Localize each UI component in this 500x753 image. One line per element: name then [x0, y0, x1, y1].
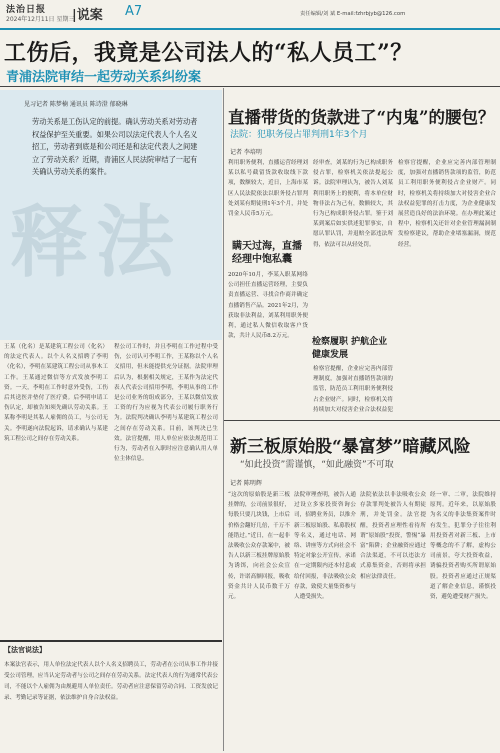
story2-headline: 直播带货的货款进了“内鬼”的腰包？: [228, 108, 495, 127]
story3-col4: 经一审、二审，法院维持原判。近年来，以原始股为名义的非法集资案件时有发生，犯罪分子往往利用投资者对新三板、上市等概念的不了解，虚构公司前景，夸大投资收益，诱骗投资者购买所谓原始股。投资者应通过正规渠道了解企业信息，谨慎投资，避免遭受财产损失。: [430, 492, 496, 601]
story2-col2b: 检察官提醒，企业应完善内部管理制度，加强对直播销售款项的监管，防范员工利用职务便利侵占企业财产。同时，检察机关将持续加大对侵害企业合法权益犯: [313, 366, 393, 412]
divider-story3: [224, 420, 500, 421]
section-name: |说案: [72, 8, 103, 23]
story3-subhead: “如此投资”需谨慎，“如此融资”不可取: [240, 460, 394, 470]
divider: [0, 86, 500, 87]
story2-byline: 记者 李培明: [230, 149, 262, 156]
story3-byline: 记者 陈明辉: [230, 480, 262, 487]
story2-subhead: 法院：犯职务侵占罪判刑1年3个月: [230, 130, 368, 140]
story3-col2: 法院审理查明，被告人通过设立多家投资咨询公司，招聘业务员，以推介新三板原始股、私募股权等名义，通过电话、网络、讲座等方式向社会不特定对象公开宣传，承诺在一定期限内还本付息或给付回报，非法吸收公众存款，致使大量集资参与人遭受损失。: [294, 492, 356, 601]
page-number: A7: [125, 4, 143, 19]
story2-col1b: 2020年10月，李某入职某网络公司担任直播运营经理，主要负责直播运营、寻找合作商并确定直播销售产品。2021年2月，为获取非法利益，刘某利用职务便利，通过私人微信收取客户货款，共计人民币8.2万元。: [228, 272, 308, 340]
story2-col2: 经审查，刘某的行为已构成职务侵占罪，检察机关依法提起公诉。法院审理认为，被告人刘某利用职务上的便利，将本单位财物非法占为己有，数额较大，其行为已构成职务侵占罪。鉴于刘某到案后如实供述犯罪事实，自愿认罪认罚，并退赔全部违法所得，依法可以从轻处罚。: [313, 160, 393, 248]
main-body-col2: 程公司工作时，并且李明在工作过程中受伤，公司认可李明工作，王某称以个人名义招用，但未能提供充分证据。法院审理后认为，根据相关规定，王某作为法定代表人代表公司招用李明，李明从事的工作是公司业务的组成部分，王某以微信发放工资的行为应视为代表公司履行职务行为。法院判决确认李明与某建筑工程公司之间存在劳动关系。目前，该判决已生效。法官提醒，用人单位应依法规范用工行为，劳动者在入职时应注意确认用人单位主体信息。: [114, 344, 218, 463]
main-body-col1: 王某（化名）是某建筑工程公司（化名）的法定代表人。以个人名义招聘了李明（化名），李明在某建筑工程公司从事木工工作。王某通过微信等方式发放李明工资。一天，李明在工作时意外受伤，工伤后其送医并垫付了医疗费。后李明申请工伤认定，却被告知须先确认劳动关系。王某称李明是其私人雇佣的员工，与公司无关。李明遂向法院起诉，请求确认与某建筑工程公司之间存在劳动关系。: [4, 344, 108, 442]
story2-col3: 检察官提醒，企业应完善内部管理制度，加强对直播销售款项的监管，防范员工利用职务便利侵占企业财产。同时，检察机关将持续加大对侵害企业合法权益犯罪的打击力度，为企业健康发展营造良好的法治环境。在办理此案过程中，检察机关还针对企业管理漏洞制发检察建议，帮助企业堵塞漏洞，规范经营。: [398, 160, 496, 248]
main-headline: 工伤后，我竟是公司法人的“私人员工”？: [4, 40, 413, 66]
story2-section-title: 瞒天过海，直播经理中饱私囊: [232, 241, 302, 265]
story2-col1: 利用职务便利，直播运营经理刘某以私号截留货款收取线下款项，数额较大，近日，上海市某区人民法院依法以职务侵占罪判处刘某有期徒刑1年3个月，并处罚金人民币5万元。: [228, 160, 308, 218]
watermark-text: 释法: [10, 197, 183, 288]
law-text: 本案法官表示，用人单位法定代表人以个人名义招聘员工，劳动者在公司从事工作并接受公司管理，应当认定劳动者与公司之间存在劳动关系。法定代表人的行为通常代表公司，不能以个人雇佣为由规避用人单位责任。劳动者应注意保留劳动合同、工资发放记录、考勤记录等证据，依法维护自身合法权益。: [4, 662, 218, 701]
paper-date: 2024年12月11日 星期三: [6, 16, 75, 23]
law-title: 【法官说法】: [4, 646, 46, 654]
editor-line: 责任编辑/刘 斌 E-mail:fzhrbjyb@126.com: [300, 11, 406, 17]
main-intro: 劳动关系是工伤认定的前提。确认劳动关系对劳动者权益保护至关重要。如果公司以法定代表人个人名义招工，劳动者到底是和公司还是和法定代表人之间建立了劳动关系？近期，青浦区人民法院审结了一起有关确认劳动关系的案件。: [32, 117, 198, 177]
story2-section-title2: 检察履职 护航企业健康发展: [312, 337, 388, 360]
paper-name: 法治日报: [6, 5, 47, 15]
main-byline: 见习记者 陈梦楠 通讯员 陈诗澄 郁晓琳: [24, 101, 128, 108]
main-subhead: 青浦法院审结一起劳动关系纠纷案: [6, 70, 202, 85]
story3-col1: “这次的原始股是新三板挂牌的，公司前景很好，每股只要几块钱，上市后价格会翻好几倍，千万不能错过。”近日，在一起非法吸收公众存款案中，被告人以新三板挂牌原始股为诱饵，向社会公众宣传，许诺高额回报，吸收资金共计人民币数千万元。: [228, 492, 290, 601]
story3-headline: 新三板原始股“暴富梦”暗藏风险: [230, 437, 471, 457]
story3-col3: 法院依法以非法吸收公众存款罪判处被告人有期徒刑，并处罚金。法官提醒，投资者应理性看待所谓“原始股”投资，警惕“暴富”陷阱；企业融资应通过合法渠道，不可以违法方式募集资金，否则将承担相应法律责任。: [360, 492, 426, 580]
